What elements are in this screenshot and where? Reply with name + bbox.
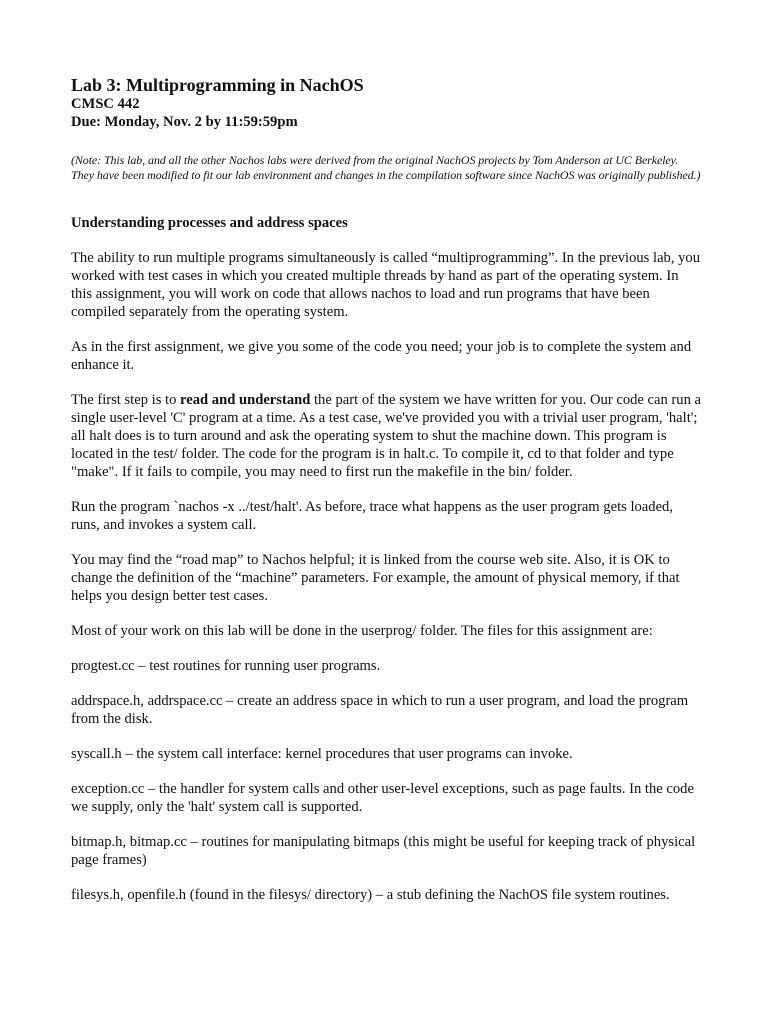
due-date: Due: Monday, Nov. 2 by 11:59:59pm: [71, 114, 298, 130]
first-step-text-start: The first step is to: [71, 392, 181, 408]
paragraph-userprog-folder: Most of your work on this lab will be done in the userprog/ folder. The files for this assignment are:: [71, 623, 653, 639]
section-heading: Understanding processes and address spaces: [71, 215, 348, 231]
paragraph-code-provided: As in the first assignment, we give you some of the code you need; your job is to complete the system and enhance it.: [71, 339, 692, 373]
paragraph-multiprogramming: The ability to run multiple programs simultaneously is called “multiprogramming”. In the previous lab, you worked with test cases in which you created multiple threads by hand as part of the operating system. In this assignment, you will work on code that allows nachos to load and run programs that have been compiled separately from the operating system.: [71, 250, 701, 320]
paragraph-first-step: [71, 391, 701, 481]
first-step-emphasis: read and understand: [180, 392, 311, 408]
paragraph-road-map: You may find the “road map” to Nachos helpful; it is linked from the course web site. Also, it is OK to change the definition of the “machine” parameters. For example, the amount of physical memory, if that helps you design better test cases.: [71, 552, 680, 604]
document-page: [71, 76, 701, 904]
file-entry-exception: exception.cc – the handler for system calls and other user-level exceptions, such as page faults. In the code we supply, only the 'halt' system call is supported.: [71, 781, 694, 815]
origin-note: (Note: This lab, and all the other Nachos labs were derived from the original NachOS projects by Tom Anderson at UC Berkeley. They have been modified to fit our lab environment and changes in the compilation software since NachOS was originally published.): [71, 153, 701, 182]
document-title: Lab 3: Multiprogramming in NachOS: [71, 75, 364, 95]
paragraph-run-program: Run the program `nachos -x ../test/halt'. As before, trace what happens as the user program gets loaded, runs, and invokes a system call.: [71, 499, 674, 533]
file-entry-addrspace: addrspace.h, addrspace.cc – create an address space in which to run a user program, and load the program from the disk.: [71, 693, 689, 727]
file-entry-bitmap: bitmap.h, bitmap.cc – routines for manipulating bitmaps (this might be useful for keeping track of physical page frames): [71, 834, 696, 868]
first-step-text-end: the part of the system we have written for you. Our code can run a single user-level 'C' program at a time. As a test case, we've provided you with a trivial user program, 'halt'; all halt does is to turn around and ask the operating system to shut the machine down. This program is located in the test/ folder. The code for the program is in halt.c. To compile it, cd to that folder and type "make". If it fails to compile, you may need to first run the makefile in the bin/ folder.: [71, 392, 702, 480]
file-entry-syscall: syscall.h – the system call interface: kernel procedures that user programs can invoke.: [71, 746, 573, 762]
course-number: CMSC 442: [71, 96, 140, 112]
file-entry-progtest: progtest.cc – test routines for running user programs.: [71, 658, 381, 674]
file-entry-filesys: filesys.h, openfile.h (found in the filesys/ directory) – a stub defining the NachOS file system routines.: [71, 887, 670, 903]
